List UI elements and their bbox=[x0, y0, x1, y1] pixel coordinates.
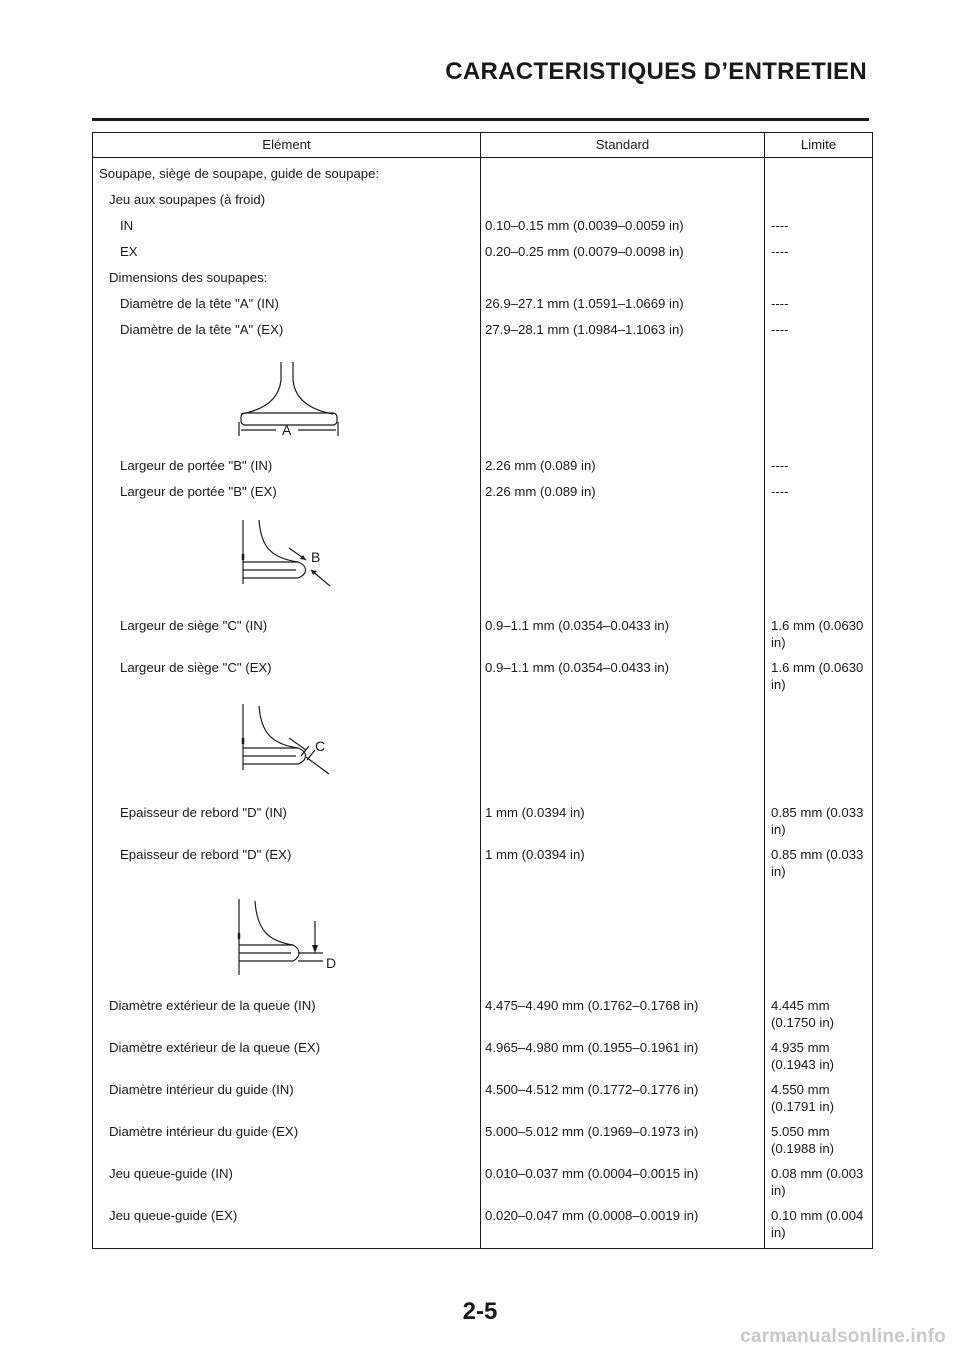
element-cell: Diamètre extérieur de la queue (EX) bbox=[93, 1032, 481, 1074]
limit-cell bbox=[765, 184, 873, 210]
table-row bbox=[93, 236, 873, 262]
limit-cell: ---- bbox=[771, 322, 789, 337]
standard-cell: 1 mm (0.0394 in) bbox=[481, 839, 765, 881]
standard-cell: 2.26 mm (0.089 in) bbox=[481, 450, 765, 476]
table-row bbox=[93, 1032, 873, 1074]
label-b: B bbox=[311, 549, 321, 565]
limit-cell: 5.050 mm (0.1988 in) bbox=[771, 1124, 835, 1156]
element-cell: Jeu queue-guide (EX) bbox=[93, 1200, 481, 1249]
table-row bbox=[93, 184, 873, 210]
standard-cell: 0.9–1.1 mm (0.0354–0.0433 in) bbox=[481, 652, 765, 694]
standard-cell bbox=[481, 158, 765, 185]
element-cell: Diamètre de la tête "A" (IN) bbox=[93, 288, 481, 314]
element-cell: Largeur de portée "B" (EX) bbox=[93, 476, 481, 502]
table-row bbox=[93, 476, 873, 502]
page-number: 2-5 bbox=[462, 1298, 498, 1325]
table-row bbox=[93, 1158, 873, 1200]
margin-thickness-diagram bbox=[93, 881, 479, 987]
page-title: CARACTERISTIQUES D’ENTRETIEN bbox=[445, 58, 867, 85]
element-cell: Epaisseur de rebord "D" (IN) bbox=[93, 797, 481, 839]
element-cell: Diamètre extérieur de la queue (IN) bbox=[93, 990, 481, 1032]
limit-cell: ---- bbox=[771, 218, 789, 233]
element-cell: Largeur de siège "C" (EX) bbox=[93, 652, 481, 694]
table-row bbox=[93, 990, 873, 1032]
diagram-row bbox=[93, 694, 873, 797]
limit-cell: ---- bbox=[771, 296, 789, 311]
table-row bbox=[93, 1074, 873, 1116]
element-cell: Diamètre intérieur du guide (IN) bbox=[93, 1074, 481, 1116]
limit-cell: 0.08 mm (0.003 in) bbox=[771, 1166, 864, 1198]
standard-cell: 4.475–4.490 mm (0.1762–0.1768 in) bbox=[481, 990, 765, 1032]
standard-cell: 1 mm (0.0394 in) bbox=[481, 797, 765, 839]
limit-cell: 1.6 mm (0.0630 in) bbox=[771, 618, 864, 650]
element-cell: Soupape, siège de soupape, guide de soupape: bbox=[93, 158, 481, 185]
element-cell: Jeu queue-guide (IN) bbox=[93, 1158, 481, 1200]
table-row bbox=[93, 1200, 873, 1249]
table-row bbox=[93, 158, 873, 185]
element-cell: Epaisseur de rebord "D" (EX) bbox=[93, 839, 481, 881]
limit-cell bbox=[765, 158, 873, 185]
standard-cell: 2.26 mm (0.089 in) bbox=[481, 476, 765, 502]
specifications-table bbox=[92, 132, 873, 1249]
table-row bbox=[93, 262, 873, 288]
standard-cell: 0.20–0.25 mm (0.0079–0.0098 in) bbox=[481, 236, 765, 262]
standard-cell: 0.10–0.15 mm (0.0039–0.0059 in) bbox=[481, 210, 765, 236]
table-row bbox=[93, 839, 873, 881]
diagram-row bbox=[93, 881, 873, 990]
standard-cell: 0.020–0.047 mm (0.0008–0.0019 in) bbox=[481, 1200, 765, 1249]
standard-cell: 4.965–4.980 mm (0.1955–0.1961 in) bbox=[481, 1032, 765, 1074]
limit-cell: 4.935 mm (0.1943 in) bbox=[771, 1040, 835, 1072]
diagram-row bbox=[93, 340, 873, 450]
table-row bbox=[93, 652, 873, 694]
limit-cell: 4.550 mm (0.1791 in) bbox=[771, 1082, 835, 1114]
limit-cell: ---- bbox=[771, 244, 789, 259]
standard-cell bbox=[481, 262, 765, 288]
element-cell: EX bbox=[93, 236, 481, 262]
table-header-row bbox=[93, 133, 873, 158]
label-c: C bbox=[315, 738, 326, 754]
standard-cell: 26.9–27.1 mm (1.0591–1.0669 in) bbox=[481, 288, 765, 314]
standard-cell: 0.9–1.1 mm (0.0354–0.0433 in) bbox=[481, 610, 765, 652]
element-cell: Jeu aux soupapes (à froid) bbox=[93, 184, 481, 210]
title-divider bbox=[92, 118, 869, 121]
table-row bbox=[93, 610, 873, 652]
limit-cell: 0.85 mm (0.033 in) bbox=[771, 847, 864, 879]
standard-cell: 0.010–0.037 mm (0.0004–0.0015 in) bbox=[481, 1158, 765, 1200]
element-cell: IN bbox=[93, 210, 481, 236]
limit-cell: ---- bbox=[771, 458, 789, 473]
standard-cell bbox=[481, 184, 765, 210]
table-row bbox=[93, 797, 873, 839]
table-row bbox=[93, 288, 873, 314]
table-row bbox=[93, 210, 873, 236]
element-cell: Largeur de siège "C" (IN) bbox=[93, 610, 481, 652]
standard-cell: 27.9–28.1 mm (1.0984–1.1063 in) bbox=[481, 314, 765, 340]
label-d: D bbox=[326, 955, 337, 971]
limit-cell: 1.6 mm (0.0630 in) bbox=[771, 660, 864, 692]
element-cell: Largeur de portée "B" (IN) bbox=[93, 450, 481, 476]
element-cell: Diamètre intérieur du guide (EX) bbox=[93, 1116, 481, 1158]
table-row bbox=[93, 450, 873, 476]
label-a: A bbox=[282, 422, 292, 438]
table-row bbox=[93, 1116, 873, 1158]
diagram-row bbox=[93, 502, 873, 610]
header-limit: Limite bbox=[765, 133, 873, 158]
limit-cell: ---- bbox=[771, 484, 789, 499]
header-element: Elément bbox=[93, 133, 481, 158]
limit-cell: 4.445 mm (0.1750 in) bbox=[771, 998, 835, 1030]
limit-cell: 0.10 mm (0.004 in) bbox=[771, 1208, 864, 1240]
table-row bbox=[93, 314, 873, 340]
standard-cell: 4.500–4.512 mm (0.1772–0.1776 in) bbox=[481, 1074, 765, 1116]
limit-cell: 0.85 mm (0.033 in) bbox=[771, 805, 864, 837]
seat-contact-width-diagram bbox=[93, 502, 479, 607]
standard-cell: 5.000–5.012 mm (0.1969–0.1973 in) bbox=[481, 1116, 765, 1158]
element-cell: Diamètre de la tête "A" (EX) bbox=[93, 314, 481, 340]
seat-width-diagram bbox=[93, 694, 479, 794]
watermark: carmanualsonline.info bbox=[740, 1326, 946, 1347]
header-standard: Standard bbox=[481, 133, 765, 158]
valve-head-diameter-diagram bbox=[93, 340, 479, 447]
element-cell: Dimensions des soupapes: bbox=[93, 262, 481, 288]
limit-cell bbox=[765, 262, 873, 288]
